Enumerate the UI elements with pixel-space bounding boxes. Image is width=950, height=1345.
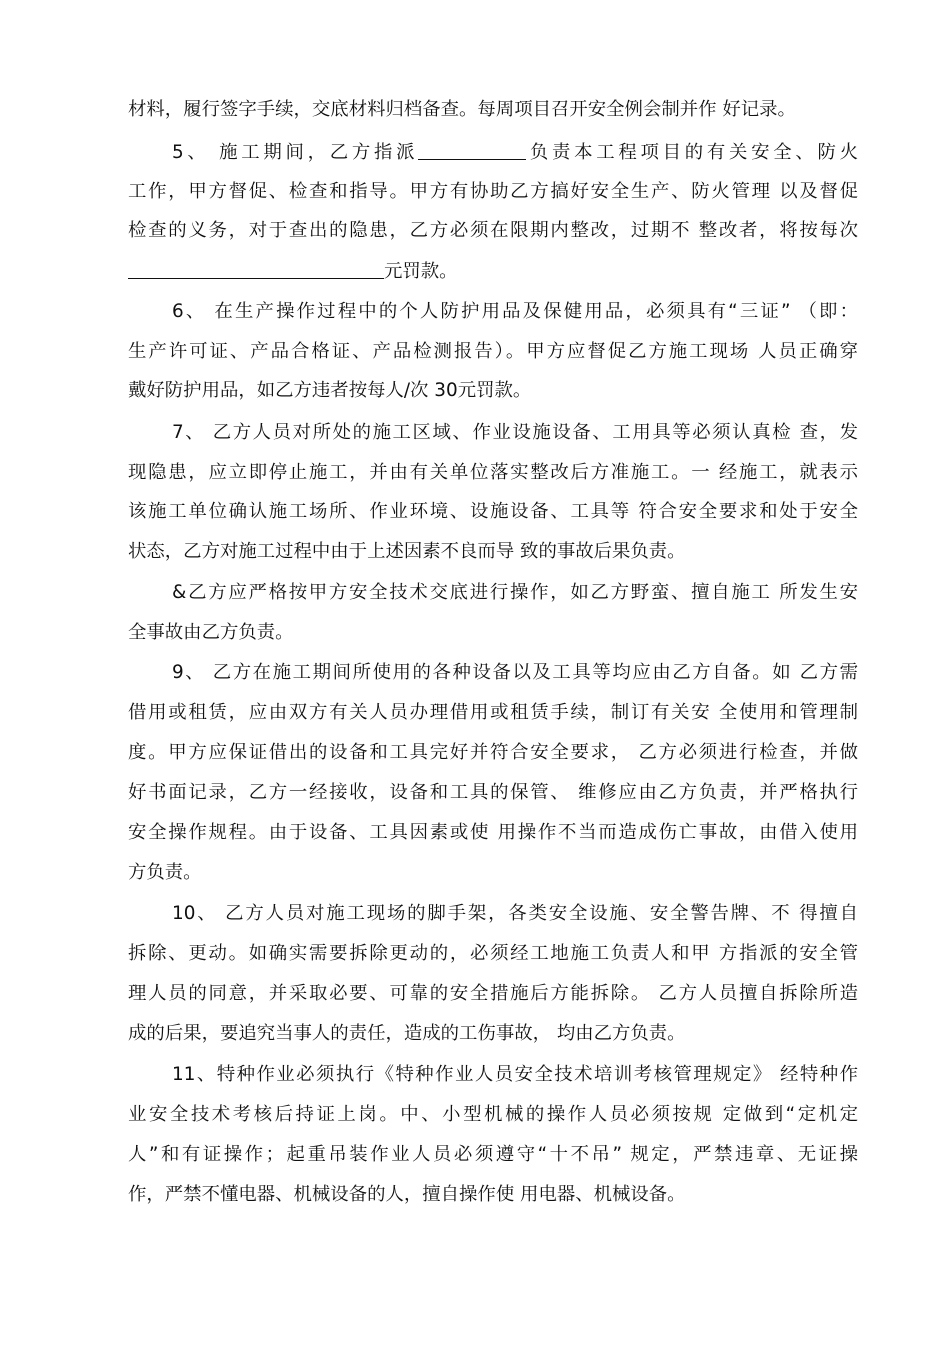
clause-7-line-4: 状态，乙方对施工过程中由于上述因素不良而导 致的事故后果负责。	[128, 541, 686, 562]
clause-7-line-3: 该施工单位确认施工场所、作业环境、设施设备、工具等 符合安全要求和处于安全	[128, 501, 858, 522]
clause-6-line-1: 6、 在生产操作过程中的个人防护用品及保健用品，必须具有“三证” （即：	[172, 301, 858, 322]
clause-11-line-1: 11、特种作业必须执行《特种作业人员安全技术培训考核管理规定》 经特种作	[172, 1064, 858, 1085]
clause-11-line-4: 作，严禁不懂电器、机械设备的人，擅自操作使 用电器、机械设备。	[128, 1184, 686, 1205]
text-line-1: 材料，履行签字手续，交底材料归档备查。每周项目召开安全例会制并作 好记录。	[128, 99, 796, 120]
clause-6-line-3: 戴好防护用品，如乙方违者按每人/次 30元罚款。	[128, 380, 532, 401]
clause-11-line-3: 人”和有证操作；起重吊装作业人员必须遵守“十不吊” 规定，严禁违章、无证操	[128, 1144, 858, 1165]
clause-9-line-1: 9、 乙方在施工期间所使用的各种设备以及工具等均应由乙方自备。如 乙方需	[172, 662, 858, 683]
clause-9-line-3: 度。甲方应保证借出的设备和工具完好并符合安全要求， 乙方必须进行检查，并做	[128, 742, 858, 763]
blank-field-responsible-person[interactable]	[418, 139, 526, 160]
clause-5-line-4	[128, 258, 858, 285]
clause-8-line-2: 全事故由乙方负责。	[128, 622, 294, 643]
clause-6-line-2: 生产许可证、产品合格证、产品检测报告）。甲方应督促乙方施工现场 人员正确穿	[128, 341, 858, 362]
clause-7-line-1: 7、 乙方人员对所处的施工区域、作业设施设备、工用具等必须认真检 查，发	[172, 422, 858, 443]
clause-10-line-2: 拆除、更动。如确实需要拆除更动的，必须经工地施工负责人和甲 方指派的安全管	[128, 943, 858, 964]
clause-9-line-2: 借用或租赁，应由双方有关人员办理借用或租赁手续，制订有关安 全使用和管理制	[128, 702, 858, 723]
clause-10-line-3: 理人员的同意，并采取必要、可靠的安全措施后方能拆除。 乙方人员擅自拆除所造	[128, 983, 858, 1004]
clause-5-line-3: 检查的义务，对于查出的隐患，乙方必须在限期内整改，过期不 整改者，将按每次	[128, 220, 858, 241]
clause-9-line-6: 方负责。	[128, 862, 202, 883]
clause-5-intro-cont: 负责本工程项目的有关安全、防火	[526, 142, 858, 163]
blank-field-fine-amount[interactable]	[128, 258, 384, 279]
clause-5-line-1	[172, 139, 858, 166]
clause-9-line-5: 安全操作规程。由于设备、工具因素或使 用操作不当而造成伤亡事故，由借入使用	[128, 822, 858, 843]
clause-11-line-2: 业安全技术考核后持证上岗。中、小型机械的操作人员必须按规 定做到“定机定	[128, 1104, 858, 1125]
clause-10-line-1: 10、 乙方人员对施工现场的脚手架，各类安全设施、安全警告牌、不 得擅自	[172, 903, 858, 924]
clause-10-line-4: 成的后果，要追究当事人的责任，造成的工伤事故， 均由乙方负责。	[128, 1023, 686, 1044]
clause-5-intro: 5、 施工期间，乙方指派	[172, 142, 419, 163]
fine-suffix: 元罚款。	[384, 261, 458, 282]
clause-8-line-1: &乙方应严格按甲方安全技术交底进行操作，如乙方野蛮、擅自施工 所发生安	[172, 582, 858, 603]
clause-9-line-4: 好书面记录，乙方一经接收，设备和工具的保管、 维修应由乙方负责，并严格执行	[128, 782, 858, 803]
clause-7-line-2: 现隐患，应立即停止施工，并由有关单位落实整改后方准施工。一 经施工，就表示	[128, 462, 858, 483]
clause-5-line-2: 工作，甲方督促、检查和指导。甲方有协助乙方搞好安全生产、防火管理 以及督促	[128, 181, 858, 202]
